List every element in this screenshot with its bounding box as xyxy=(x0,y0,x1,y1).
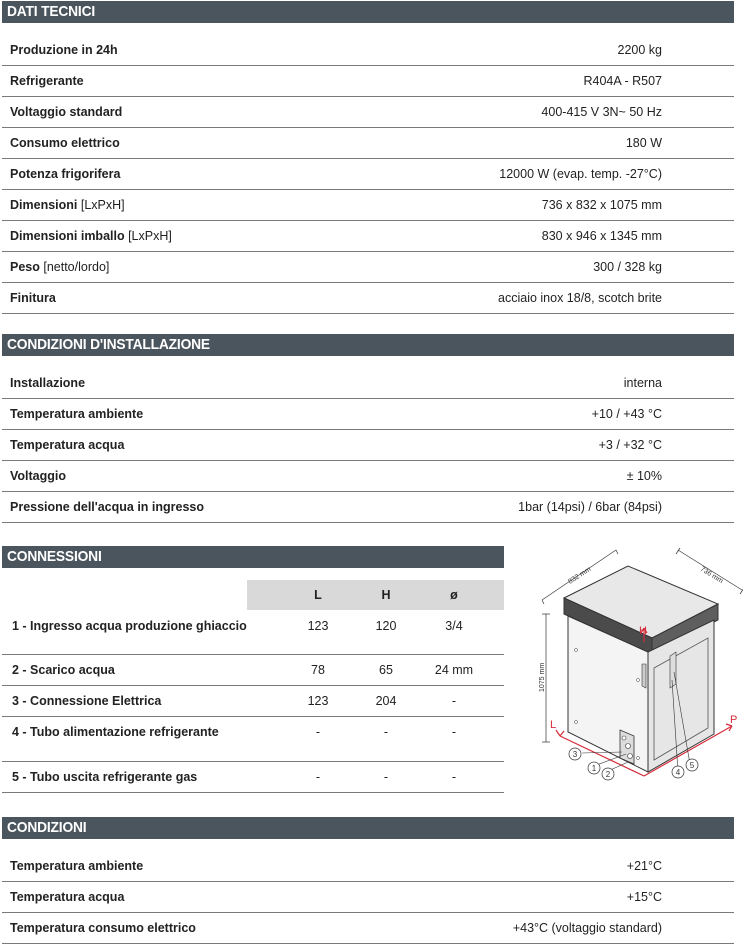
condizioni-table xyxy=(2,851,734,944)
row-label: 5 - Tubo uscita refrigerante gas xyxy=(12,770,198,784)
dati-tecnici-title: DATI TECNICI xyxy=(7,3,96,20)
table-row xyxy=(2,882,734,913)
column-header-h: H xyxy=(381,588,391,602)
table-row xyxy=(2,492,734,523)
cell-l: - xyxy=(315,770,321,784)
cell-l: - xyxy=(315,725,321,739)
axis-l-label: L xyxy=(550,719,557,731)
cell-l: 123 xyxy=(307,694,329,708)
table-header xyxy=(2,580,504,610)
dim-depth-label: 832 mm xyxy=(567,566,593,586)
row-value: +3 / +32 °C xyxy=(598,438,662,452)
table-row xyxy=(2,97,734,128)
marker-1 xyxy=(588,762,600,774)
dati-tecnici-table xyxy=(2,35,734,314)
cell-h: 120 xyxy=(375,619,397,633)
table-row xyxy=(2,762,504,793)
table-row xyxy=(2,717,504,762)
condizioni-installazione-table xyxy=(2,368,734,523)
row-label: Finitura xyxy=(10,291,56,305)
table-row xyxy=(2,252,734,283)
row-label: Temperatura consumo elettrico xyxy=(10,921,196,935)
row-value: 2200 kg xyxy=(617,43,662,57)
row-value: 1bar (14psi) / 6bar (84psi) xyxy=(518,500,662,514)
marker-4-label: 4 xyxy=(675,768,681,777)
column-header-diameter: ø xyxy=(450,588,458,602)
table-row xyxy=(2,221,734,252)
row-label: Temperatura acqua xyxy=(10,438,125,452)
row-label: Peso xyxy=(10,260,40,274)
row-label: Consumo elettrico xyxy=(10,136,120,150)
table-row xyxy=(2,66,734,97)
row-label: Pressione dell'acqua in ingresso xyxy=(10,500,205,514)
row-value: +15°C xyxy=(626,890,662,904)
machine-connection-diagram xyxy=(520,540,743,790)
row-value: interna xyxy=(623,376,662,390)
connessioni-header xyxy=(2,546,504,568)
marker-2-label: 2 xyxy=(605,770,611,779)
connessioni-title: CONNESSIONI xyxy=(7,548,102,565)
column-header-l: L xyxy=(314,588,322,602)
axis-h-label: H xyxy=(639,625,647,637)
condizioni-header xyxy=(2,817,734,839)
row-label: Installazione xyxy=(10,376,86,390)
row-value: 300 / 328 kg xyxy=(593,260,662,274)
row-value: 12000 W (evap. temp. -27°C) xyxy=(499,167,662,181)
dim-width-label: 736 mm xyxy=(698,565,725,586)
table-row xyxy=(2,399,734,430)
row-label: Produzione in 24h xyxy=(10,43,118,57)
row-value: 736 x 832 x 1075 mm xyxy=(541,198,662,212)
cell-h: 65 xyxy=(379,663,393,677)
row-label: Temperatura acqua xyxy=(10,890,125,904)
row-label: Voltaggio xyxy=(10,469,67,483)
marker-5 xyxy=(686,759,698,771)
axis-p-label: P xyxy=(730,714,738,726)
condizioni-title: CONDIZIONI xyxy=(7,819,87,836)
row-label: Temperatura ambiente xyxy=(10,859,144,873)
row-value: +10 / +43 °C xyxy=(591,407,662,421)
row-label: 1 - Ingresso acqua produzione ghiaccio xyxy=(12,619,247,633)
marker-1-label: 1 xyxy=(591,764,597,773)
row-value: acciaio inox 18/8, scotch brite xyxy=(498,291,662,305)
dim-height-label: 1075 mm xyxy=(539,662,546,692)
table-row xyxy=(2,655,504,686)
table-row xyxy=(2,851,734,882)
cell-h: - xyxy=(383,725,389,739)
table-row xyxy=(2,190,734,221)
row-label-sub: [netto/lordo] xyxy=(39,260,110,274)
row-value: 830 x 946 x 1345 mm xyxy=(541,229,662,243)
dati-tecnici-header xyxy=(2,1,734,23)
cell-diameter: - xyxy=(451,770,457,784)
row-label: Potenza frigorifera xyxy=(10,167,121,181)
cell-l: 123 xyxy=(307,619,329,633)
row-label: Dimensioni xyxy=(10,198,78,212)
table-row xyxy=(2,610,504,655)
cell-h: 204 xyxy=(375,694,397,708)
cell-diameter: - xyxy=(451,694,457,708)
row-label: Voltaggio standard xyxy=(10,105,123,119)
table-row xyxy=(2,461,734,492)
row-value: ± 10% xyxy=(626,469,662,483)
cell-diameter: 24 mm xyxy=(434,663,474,677)
table-row xyxy=(2,283,734,314)
marker-3-label: 3 xyxy=(572,750,578,759)
marker-3 xyxy=(569,748,581,760)
row-label: Dimensioni imballo xyxy=(10,229,125,243)
cell-diameter: - xyxy=(451,725,457,739)
condizioni-installazione-title: CONDIZIONI D'INSTALLAZIONE xyxy=(7,336,210,353)
row-label: 4 - Tubo alimentazione refrigerante xyxy=(12,725,219,739)
marker-5-label: 5 xyxy=(689,761,695,770)
row-value: 400-415 V 3N~ 50 Hz xyxy=(541,105,662,119)
table-row xyxy=(2,913,734,944)
row-label-sub: [LxPxH] xyxy=(77,198,125,212)
marker-4 xyxy=(672,766,684,778)
table-row xyxy=(2,686,504,717)
cell-l: 78 xyxy=(311,663,325,677)
row-value: 180 W xyxy=(625,136,662,150)
table-row xyxy=(2,430,734,461)
row-value: +21°C xyxy=(626,859,662,873)
row-value: R404A - R507 xyxy=(583,74,662,88)
cell-h: - xyxy=(383,770,389,784)
table-row xyxy=(2,128,734,159)
table-row xyxy=(2,368,734,399)
cell-diameter: 3/4 xyxy=(445,619,463,633)
row-label: 2 - Scarico acqua xyxy=(12,663,115,677)
table-row xyxy=(2,159,734,190)
row-label: Refrigerante xyxy=(10,74,84,88)
row-label: 3 - Connessione Elettrica xyxy=(12,694,162,708)
row-value: +43°C (voltaggio standard) xyxy=(512,921,662,935)
row-label-sub: [LxPxH] xyxy=(124,229,172,243)
table-row xyxy=(2,35,734,66)
marker-2 xyxy=(602,768,614,780)
condizioni-installazione-header xyxy=(2,334,734,356)
connessioni-table xyxy=(2,580,504,793)
row-label: Temperatura ambiente xyxy=(10,407,144,421)
